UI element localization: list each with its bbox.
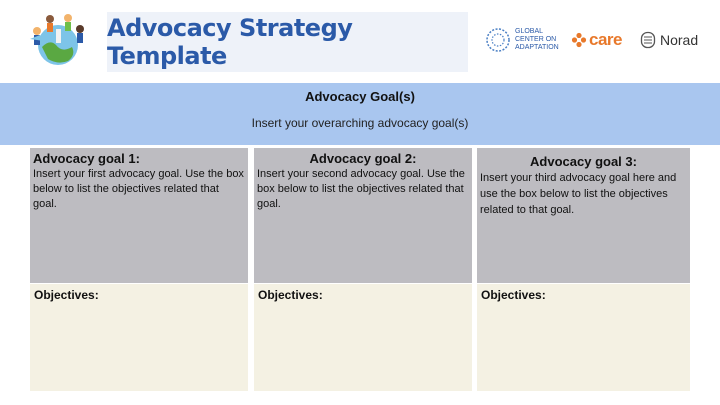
goal-text: Insert your third advocacy goal here and use the box below to list the objectives related to that goal. xyxy=(480,172,677,216)
objectives-box-2[interactable] xyxy=(254,284,472,391)
goal-heading: Advocacy goal 2: xyxy=(309,151,417,166)
objectives-box-3[interactable] xyxy=(477,284,690,391)
objectives-label: Objectives: xyxy=(34,288,99,302)
care-wordmark: care xyxy=(589,30,622,49)
advocacy-goals-banner xyxy=(0,83,720,145)
goal-text: Insert your first advocacy goal. Use the box below to list the objectives related that goal. xyxy=(33,168,244,210)
page-title: Advocacy Strategy Template xyxy=(107,14,353,70)
norad-emblem-icon xyxy=(640,31,656,49)
objectives-label: Objectives: xyxy=(481,288,546,302)
banner-heading: Advocacy Goal(s) xyxy=(305,89,415,104)
illustration-logo xyxy=(22,9,92,69)
care-logo xyxy=(571,28,631,52)
title-box xyxy=(107,12,468,72)
gca-logo xyxy=(485,25,560,55)
care-flower-icon xyxy=(571,32,587,48)
goal-box-1[interactable] xyxy=(30,148,248,283)
goal-box-3[interactable] xyxy=(477,148,690,283)
norad-wordmark: Norad xyxy=(660,32,699,48)
globe-icon xyxy=(485,27,511,53)
goal-heading: Advocacy goal 1: xyxy=(33,151,140,166)
goal-heading: Advocacy goal 3: xyxy=(530,154,637,169)
goal-box-2[interactable] xyxy=(254,148,472,283)
gca-line2: CENTER ON xyxy=(515,36,557,43)
gca-line3: ADAPTATION xyxy=(515,44,559,51)
goal-text: Insert your second advocacy goal. Use the box below to list the objectives related that goal. xyxy=(257,168,465,210)
objectives-label: Objectives: xyxy=(258,288,323,302)
objectives-box-1[interactable] xyxy=(30,284,248,391)
banner-text: Insert your overarching advocacy goal(s) xyxy=(251,116,469,130)
gca-line1: GLOBAL xyxy=(515,28,544,35)
norad-logo xyxy=(640,28,715,52)
